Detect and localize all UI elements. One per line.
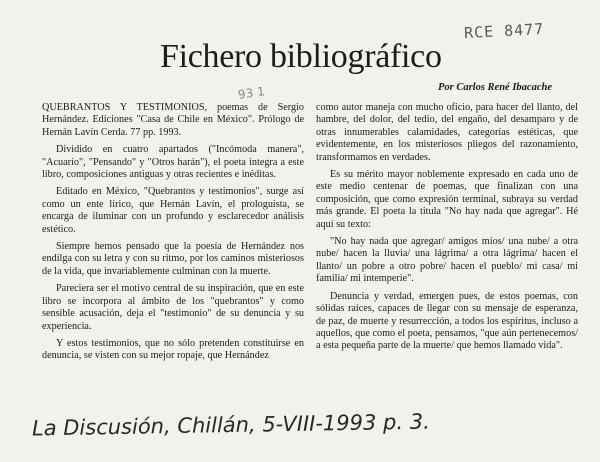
poem-quote: "No hay nada que agregar/ amigos míos/ una nube/ a otra nube/ hacen la lluvia/ una lágrima/ a otra lágrima/ hacen el llanto/ un pobre a otro pobre/ hacen el pueblo/ mi casa/ mi familia/ mi intemperie". <box>316 236 578 285</box>
paragraph: Es su mérito mayor noblemente expresado en cada uno de este medio centenar de poemas, que finalizan con una composición, que como expresión terminal, subraya su verdad más grande. El poeta la titula "No hay nada que agregar". Hé aquí su texto: <box>316 169 578 230</box>
paragraph: Pareciera ser el motivo central de su inspiración, que en este libro se incorpora al ámbito de los "quebrantos" y como sensible acusación, deja el "testimonio" de su denuncia y su experiencia. <box>42 283 304 332</box>
paragraph: Siempre hemos pensado que la poesía de Hernández nos endilga con su letra y con su ritmo, por los caminos misteriosos de la vida, que invariablemente culminan con la muerte. <box>42 241 304 277</box>
handwritten-source-note: La Discusión, Chillán, 5-VIII-1993 p. 3. <box>31 409 430 441</box>
pen-mark: 93 1 <box>237 84 266 102</box>
paragraph: Denuncia y verdad, emergen pues, de estos poemas, con sólidas raíces, capaces de llegar con su mensaje de esperanza, de paz, de muerte y resurrección, a todos los espíritus, incluso a aquellos, que como el poeta, pensamos, "que aún pertenecemos/ a esta pequeña parte de la muerte/ que hemos llamado vida". <box>316 290 578 352</box>
paragraph: Editado en México, "Quebrantos y testimonios", surge así como un ente lírico, que Hernán Lavín, el prologuista, se encarga de iluminar con un profundo y esclarecedor análisis estético. <box>42 186 304 235</box>
paragraph: Y estos testimonios, que no sólo pretenden constituirse en denuncia, se visten con su mejor ropaje, que Hernández <box>42 337 304 362</box>
archive-stamp: RCE 8477 <box>463 19 545 43</box>
article-title: Fichero bibliográfico <box>160 38 442 75</box>
right-column <box>316 102 578 358</box>
left-column <box>42 102 304 368</box>
article-byline: Por Carlos René Ibacache <box>437 82 552 93</box>
paragraph: Dividido en cuatro apartados ("Incómoda manera", "Acuario", "Pensando" y "Otros harán"), el poeta integra a este libro, composiciones antiguas y otras recientes e inéditas. <box>42 144 304 181</box>
paragraph: como autor maneja con mucho oficio, para hacer del llanto, del hambre, del dolor, del tedio, del engaño, del desamparo y de otras innumerables calamidades, categorías estéticas, que evidentemente, en los misteriosos pliegos del razonamiento, transformamos en verdades. <box>316 102 578 163</box>
paragraph: QUEBRANTOS Y TESTIMONIOS, poemas de Sergio Hernández. Ediciones "Casa de Chile en México". Prólogo de Hernán Lavín Cerda. 77 pp. 1993. <box>42 102 304 138</box>
